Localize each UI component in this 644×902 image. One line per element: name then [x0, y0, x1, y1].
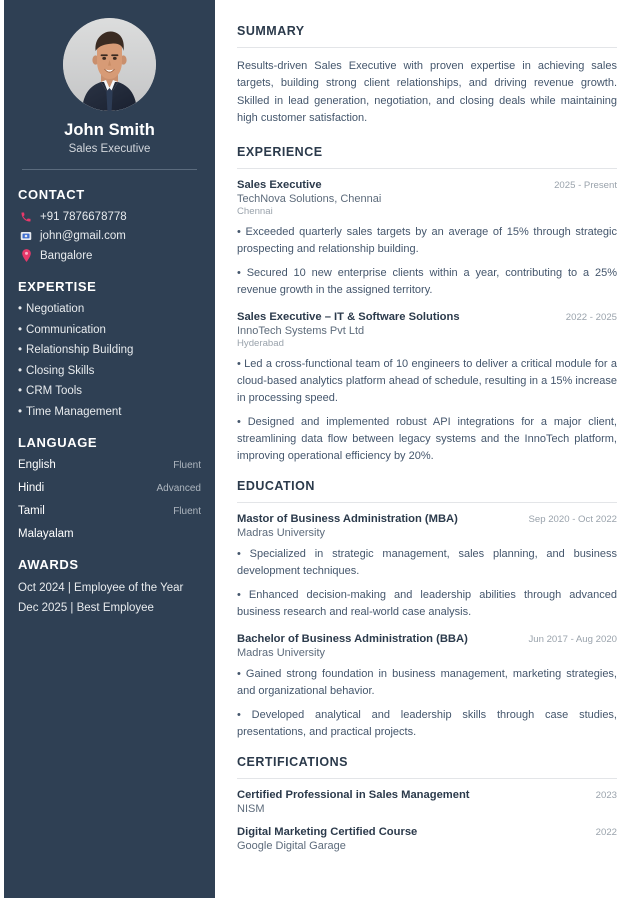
- bullet-icon: •: [18, 385, 23, 397]
- entry-date: 2022 - 2025: [565, 311, 617, 323]
- bullet-icon: •: [18, 364, 23, 377]
- entry-header: [237, 633, 617, 645]
- bullet-icon: •: [18, 344, 23, 356]
- contact-item-email[interactable]: [18, 230, 201, 242]
- entry-title: Sales Executive: [237, 178, 322, 191]
- entry-bullet: • Gained strong foundation in business management, marketing strategies, and organizational behavior.: [237, 668, 617, 698]
- experience-entry: [237, 179, 617, 299]
- entry-organization: Madras University: [237, 526, 326, 539]
- section-education: [237, 479, 617, 741]
- bullet-icon: •: [18, 303, 23, 315]
- language-item: [18, 505, 201, 517]
- language-item: [18, 459, 201, 471]
- entry-bullet: • Designed and implemented robust API integrations for a major client, streamlining data flow between legacy systems and the InnoTech platform, improving operational efficiency by 20%.: [237, 415, 617, 462]
- language-name: Hindi: [18, 482, 45, 494]
- language-level: Fluent: [173, 506, 201, 517]
- language-name: Tamil: [18, 505, 45, 517]
- sidebar-heading-awards: AWARDS: [18, 557, 79, 572]
- entry-header: [237, 311, 617, 323]
- language-name: Malayalam: [18, 528, 74, 540]
- contact-item-location[interactable]: [18, 249, 201, 262]
- entry-bullet: • Enhanced decision-making and leadership abilities through advanced business research and real-world case analysis.: [237, 589, 617, 619]
- language-item: [18, 528, 201, 540]
- section-summary: [237, 24, 617, 128]
- main-content: [237, 0, 617, 866]
- section-title-education: EDUCATION: [237, 478, 315, 493]
- sidebar-heading-language: LANGUAGE: [18, 435, 98, 450]
- contact-email-value: john@gmail.com: [40, 230, 126, 242]
- language-name: English: [18, 459, 56, 471]
- summary-text: Results-driven Sales Executive with proven expertise in achieving sales targets, building strong client relationships, and driving revenue growth. Skilled in lead generation, negotiation, and closing deals while maintaining high customer satisfaction.: [237, 60, 617, 125]
- sidebar-heading-expertise: EXPERTISE: [18, 279, 97, 294]
- expertise-label: Time Management: [26, 405, 122, 418]
- entry-organization: NISM: [237, 803, 265, 816]
- entry-title: Certified Professional in Sales Management: [237, 789, 470, 802]
- education-entry: [237, 513, 617, 621]
- language-level: Fluent: [173, 460, 201, 471]
- person-name: John Smith: [64, 121, 155, 139]
- location-pin-icon: [18, 249, 34, 262]
- entry-bullet: • Specialized in strategic management, sales planning, and business development techniques.: [237, 547, 617, 578]
- sidebar: [4, 0, 215, 898]
- person-role: Sales Executive: [68, 143, 151, 155]
- entry-header: [237, 789, 617, 801]
- language-level: Advanced: [156, 483, 201, 494]
- section-certifications: [237, 755, 617, 852]
- expertise-item: [18, 324, 201, 337]
- entry-date: Jun 2017 - Aug 2020: [528, 634, 617, 646]
- award-item: Oct 2024 | Employee of the Year: [18, 582, 184, 594]
- entry-bullet: • Developed analytical and leadership skills through case studies, presentations, and practical projects.: [237, 709, 617, 739]
- entry-title: Bachelor of Business Administration (BBA): [237, 633, 468, 646]
- expertise-item: [18, 385, 201, 398]
- expertise-item: [18, 365, 201, 378]
- entry-date: 2022: [595, 827, 617, 839]
- language-item: [18, 482, 201, 494]
- expertise-item: [18, 303, 201, 316]
- language-list: [18, 459, 201, 540]
- education-entry: [237, 633, 617, 741]
- section-title-experience: EXPERIENCE: [237, 144, 323, 159]
- section-rule: [237, 47, 617, 48]
- expertise-label: Closing Skills: [26, 364, 95, 377]
- expertise-label: Communication: [26, 323, 106, 336]
- entry-date: Sep 2020 - Oct 2022: [528, 513, 617, 525]
- section-title-certifications: CERTIFICATIONS: [237, 755, 348, 770]
- entry-organization: Madras University: [237, 647, 326, 660]
- bullet-icon: •: [18, 323, 23, 336]
- contact-location-value: Bangalore: [40, 249, 93, 262]
- award-item: Dec 2025 | Best Employee: [18, 601, 154, 614]
- awards-list: [18, 581, 201, 616]
- certification-entry: [237, 789, 617, 815]
- entry-header: [237, 513, 617, 525]
- section-title-summary: SUMMARY: [237, 24, 305, 38]
- bullet-icon: •: [18, 405, 23, 418]
- entry-title: Digital Marketing Certified Course: [237, 826, 418, 839]
- email-icon: [18, 230, 34, 242]
- phone-icon: [18, 211, 34, 223]
- expertise-item: [18, 406, 201, 419]
- entry-date: 2023: [595, 790, 617, 802]
- entry-organization: TechNova Solutions, Chennai: [237, 192, 382, 205]
- sidebar-heading-contact: CONTACT: [18, 187, 85, 202]
- entry-location: Chennai: [237, 205, 273, 217]
- entry-bullet: • Exceeded quarterly sales targets by an average of 15% through strategic prospecting and relationship building.: [237, 225, 617, 255]
- entry-organization: Google Digital Garage: [237, 840, 346, 853]
- certification-entry: [237, 826, 617, 852]
- entry-title: Sales Executive – IT & Software Solutions: [237, 310, 460, 323]
- section-rule: [237, 502, 617, 503]
- entry-title: Mastor of Business Administration (MBA): [237, 512, 458, 525]
- entry-date: 2025 - Present: [554, 179, 617, 191]
- entry-header: [237, 826, 617, 838]
- avatar: [63, 18, 156, 111]
- section-rule: [237, 168, 617, 169]
- entry-bullet: • Led a cross-functional team of 10 engineers to deliver a critical module for a cloud-based analytics platform ahead of schedule, resulting in a 15% increase in processing speed.: [237, 357, 617, 404]
- entry-location: Hyderabad: [237, 337, 284, 349]
- expertise-label: CRM Tools: [26, 385, 83, 397]
- expertise-item: [18, 344, 201, 357]
- contact-item-phone[interactable]: [18, 211, 201, 223]
- experience-entry: [237, 311, 617, 465]
- expertise-label: Relationship Building: [26, 344, 134, 356]
- sidebar-divider: [22, 169, 197, 170]
- expertise-label: Negotiation: [26, 303, 85, 315]
- expertise-list: [18, 303, 201, 418]
- entry-header: [237, 179, 617, 191]
- contact-phone-value: +91 7876678778: [40, 211, 127, 223]
- section-experience: [237, 145, 617, 465]
- entry-organization: InnoTech Systems Pvt Ltd: [237, 324, 365, 337]
- avatar-wrapper: [18, 0, 201, 111]
- entry-bullet: • Secured 10 new enterprise clients within a year, contributing to a 25% revenue growth in the assigned territory.: [237, 266, 617, 296]
- section-rule: [237, 778, 617, 779]
